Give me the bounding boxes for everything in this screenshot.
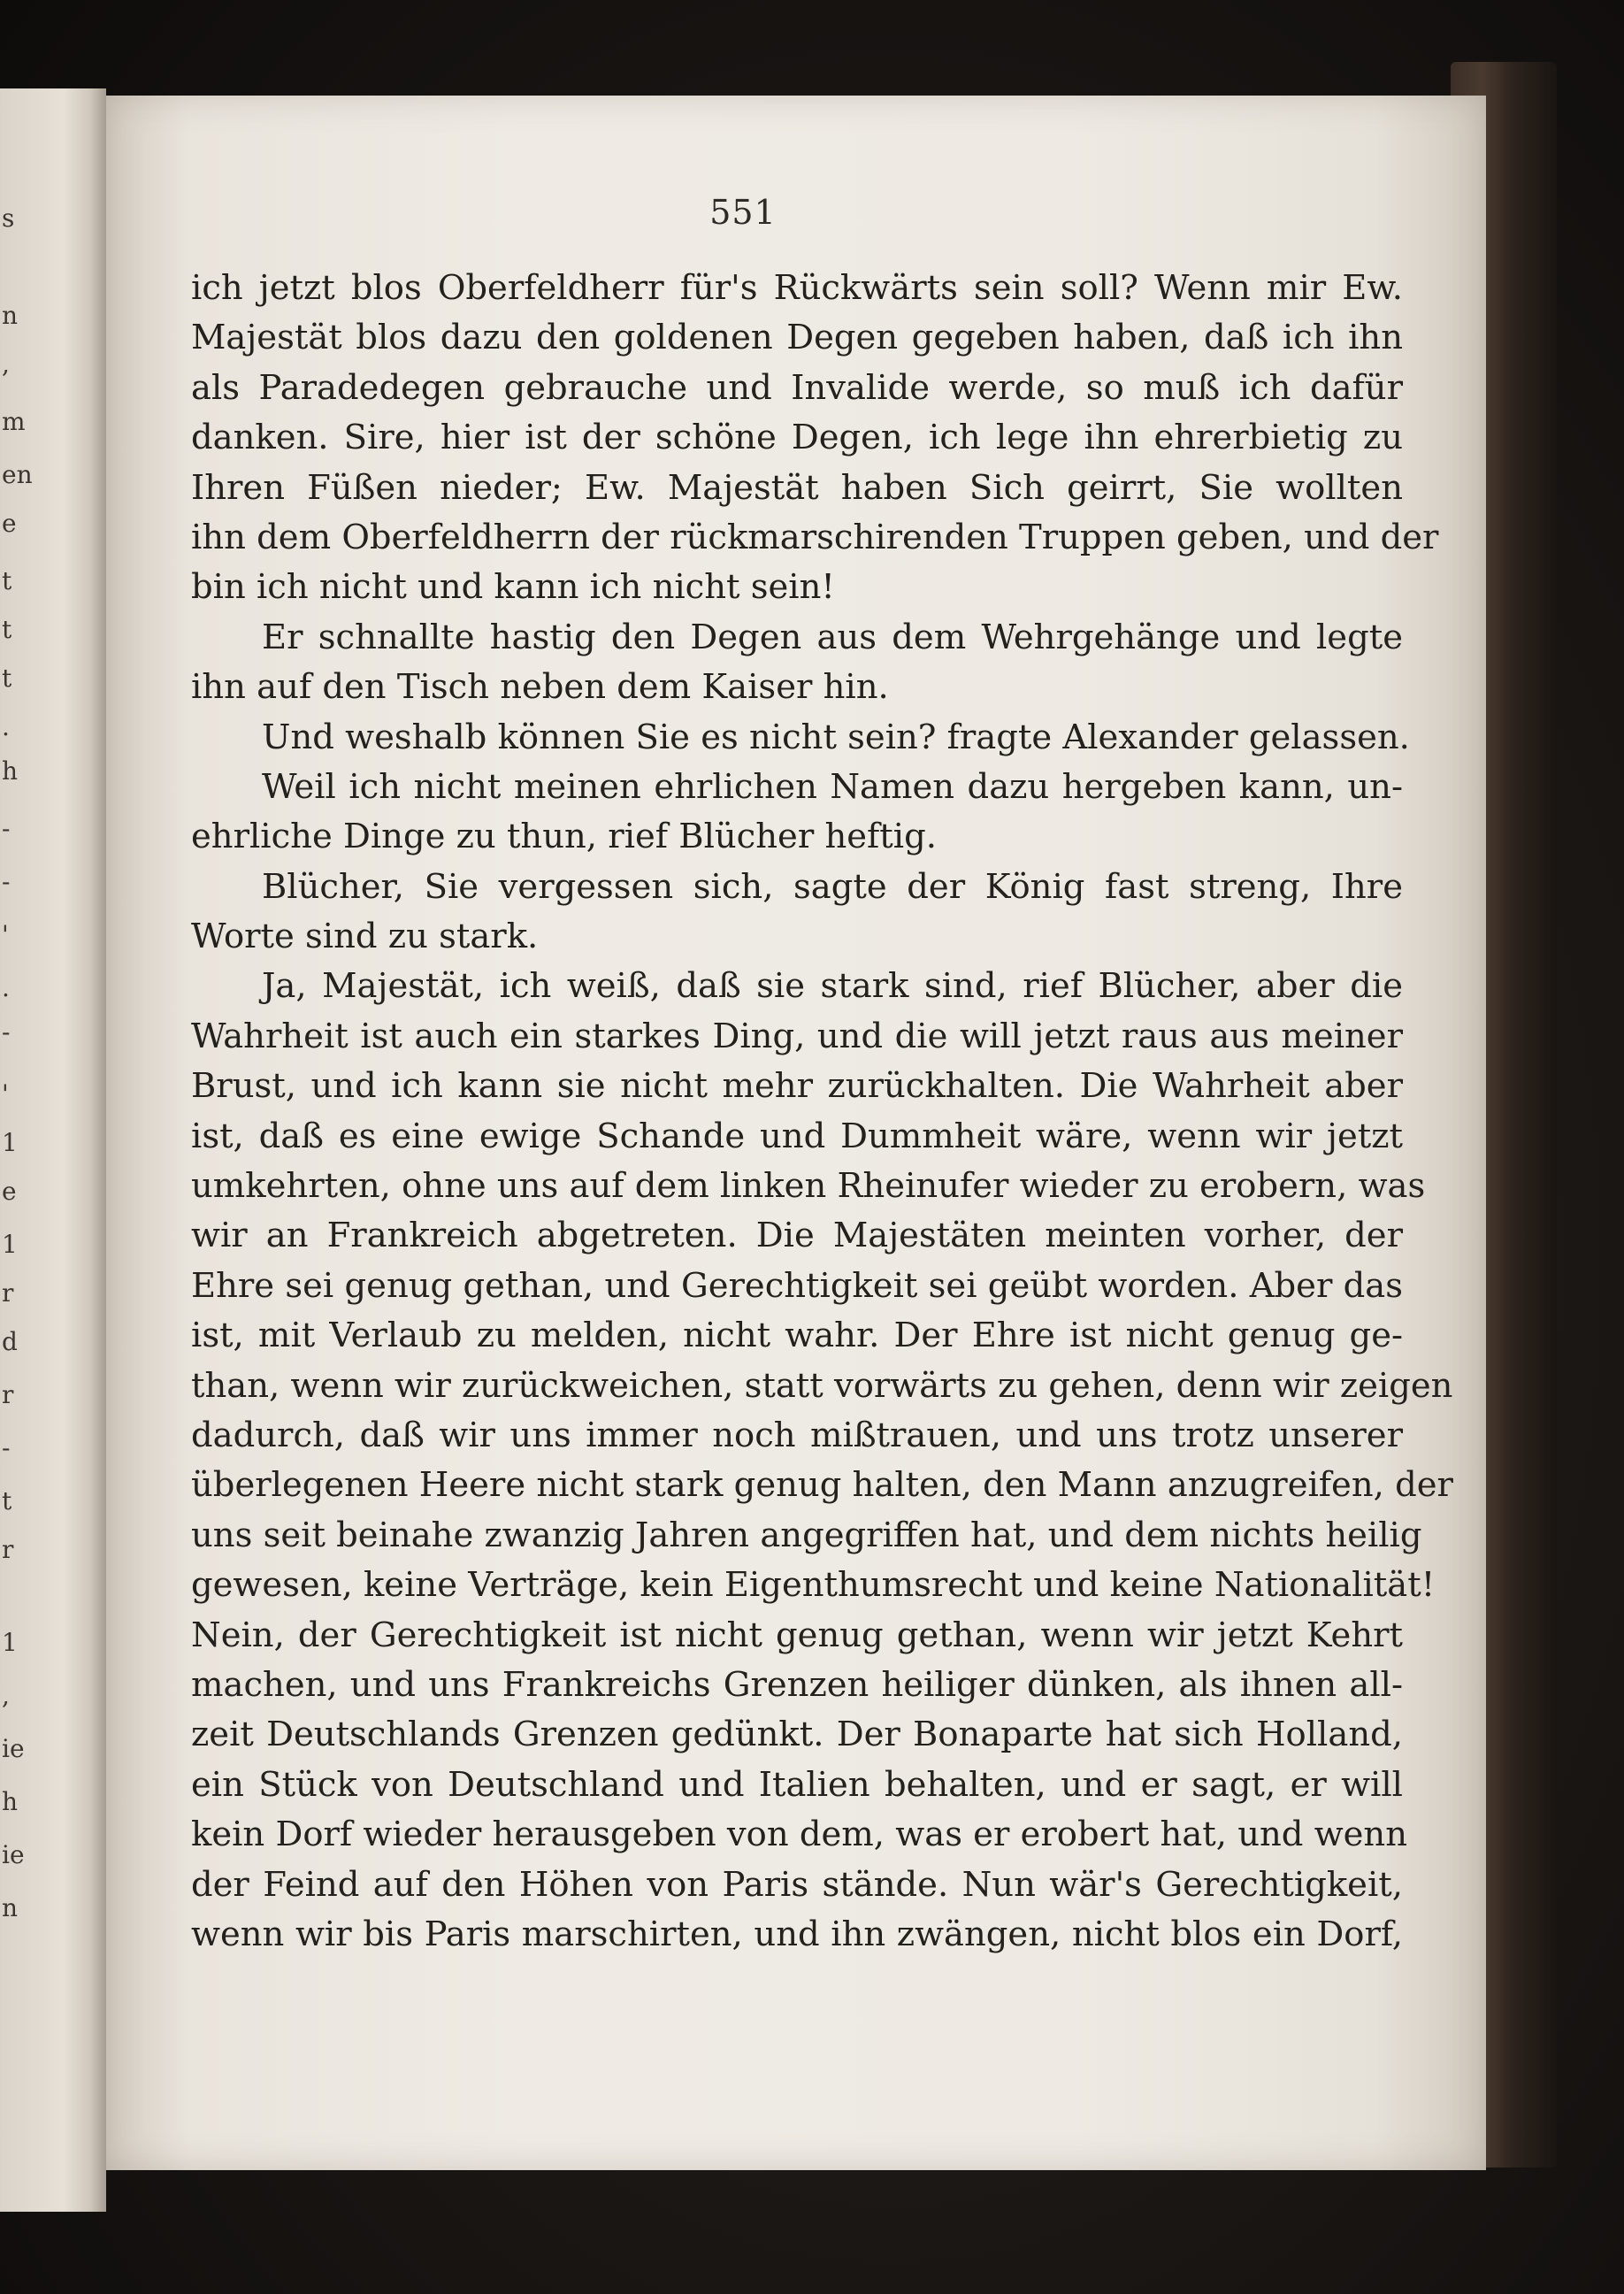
text-line: Ja, Majestät, ich weiß, daß sie stark sind, rief Blücher, aber die [262,966,1403,1007]
text-line: dadurch, daß wir uns immer noch mißtrauen, und uns trotz unserer [191,1415,1403,1455]
text-line: Wahrheit ist auch ein starkes Ding, und die will jetzt raus aus meiner [191,1016,1403,1056]
previous-page-text-fragment: - [2,1433,11,1462]
previous-page-text-fragment: . [2,712,10,741]
previous-page-text-fragment: s [2,203,15,233]
text-line: Ehre sei genug gethan, und Gerechtigkeit sei geübt worden. Aber das [191,1265,1403,1306]
previous-page-text-fragment: r [2,1278,14,1308]
previous-page-text-fragment: 1 [2,1230,18,1259]
text-line: gewesen, keine Verträge, kein Eigenthumsrecht und keine Nationalität! [191,1565,1436,1606]
text-line: Worte sind zu stark. [191,917,539,957]
text-line: danken. Sire, hier ist der schöne Degen, ich lege ihn ehrerbietig zu [191,418,1403,458]
page-text [191,264,1453,1960]
text-line: Und weshalb können Sie es nicht sein? fragte Alexander gelassen. [262,717,1410,757]
previous-page-text-fragment: e [2,1177,17,1206]
text-line: bin ich nicht und kann ich nicht sein! [191,567,835,608]
previous-page-text-fragment: n [2,1893,19,1922]
previous-page-text-fragment: h [2,756,19,786]
previous-page-text-fragment: ' [2,920,9,949]
text-line: uns seit beinahe zwanzig Jahren angegriffen hat, und dem nichts heilig [191,1515,1422,1555]
text-line: kein Dorf wieder herausgeben von dem, was er erobert hat, und wenn [191,1814,1408,1855]
previous-page-text-fragment: , [2,349,10,379]
previous-page-text-fragment: - [2,814,11,843]
previous-page-text-fragment: ie [2,1734,25,1763]
previous-page-text-fragment: , [2,1681,10,1710]
previous-page-text-fragment: h [2,1787,19,1816]
previous-page-text-fragment: ie [2,1840,25,1869]
text-line: wir an Frankreich abgetreten. Die Majestäten meinten vorher, der [191,1216,1403,1256]
previous-page-text-fragment: m [2,407,26,436]
previous-page-text-fragment: t [2,1486,12,1515]
previous-page-text-fragment: - [2,1017,11,1047]
text-line: Ihren Füßen nieder; Ew. Majestät haben Sich geirrt, Sie wollten [191,467,1403,508]
text-line: Weil ich nicht meinen ehrlichen Namen dazu hergeben kann, un- [262,766,1403,807]
previous-page-text-fragment: . [2,973,10,1002]
previous-page-text-fragment: t [2,615,12,644]
book-page [106,96,1486,2170]
text-line: überlegenen Heere nicht stark genug halten, den Mann anzugreifen, der [191,1465,1453,1506]
text-line: than, wenn wir zurückweichen, statt vorwärts zu gehen, denn wir zeigen [191,1365,1453,1406]
text-line: Brust, und ich kann sie nicht mehr zurückhalten. Die Wahrheit aber [191,1066,1403,1107]
text-line: ist, mit Verlaub zu melden, nicht wahr. Der Ehre ist nicht genug ge- [191,1316,1403,1356]
text-line: umkehrten, ohne uns auf dem linken Rheinufer wieder zu erobern, was [191,1166,1426,1207]
text-line: Er schnallte hastig den Degen aus dem Wehrgehänge und legte [262,617,1403,657]
text-line: machen, und uns Frankreichs Grenzen heiliger dünken, als ihnen all- [191,1664,1403,1705]
previous-page-text-fragment: 1 [2,1128,18,1157]
text-line: Nein, der Gerechtigkeit ist nicht genug gethan, wenn wir jetzt Kehrt [191,1615,1403,1655]
previous-page-text-fragment: d [2,1327,18,1356]
previous-page-text-fragment: r [2,1535,14,1564]
previous-page-text-fragment: t [2,664,12,693]
previous-page-text-fragment: r [2,1380,14,1409]
text-line: ehrliche Dinge zu thun, rief Blücher heftig. [191,817,937,857]
text-line: wenn wir bis Paris marschirten, und ihn zwängen, nicht blos ein Dorf, [191,1914,1403,1954]
text-line: ein Stück von Deutschland und Italien behalten, und er sagt, er will [191,1764,1403,1805]
text-line: ich jetzt blos Oberfeldherr für's Rückwärts sein soll? Wenn mir Ew. [191,268,1403,308]
previous-page-text-fragment: en [2,460,33,489]
text-line: ihn dem Oberfeldherrn der rückmarschirenden Truppen geben, und der [191,517,1439,557]
previous-page-text-fragment: e [2,509,17,538]
previous-page-edge [0,88,106,2212]
text-line: zeit Deutschlands Grenzen gedünkt. Der Bonaparte hat sich Holland, [191,1715,1403,1755]
page-number: 551 [709,193,777,232]
text-line: ist, daß es eine ewige Schande und Dummheit wäre, wenn wir jetzt [191,1116,1403,1156]
text-line: Blücher, Sie vergessen sich, sagte der König fast streng, Ihre [262,866,1403,907]
previous-page-text-fragment: ' [2,1079,9,1109]
text-line: als Paradedegen gebrauche und Invalide werde, so muß ich dafür [191,367,1403,408]
text-line: ihn auf den Tisch neben dem Kaiser hin. [191,667,889,708]
previous-page-text-fragment: t [2,566,12,595]
text-line: Majestät blos dazu den goldenen Degen gegeben haben, daß ich ihn [191,318,1403,358]
text-line: der Feind auf den Höhen von Paris stände. Nun wär's Gerechtigkeit, [191,1864,1403,1905]
previous-page-text-fragment: 1 [2,1628,18,1657]
previous-page-text-fragment: n [2,301,19,330]
previous-page-text-fragment: - [2,867,11,896]
